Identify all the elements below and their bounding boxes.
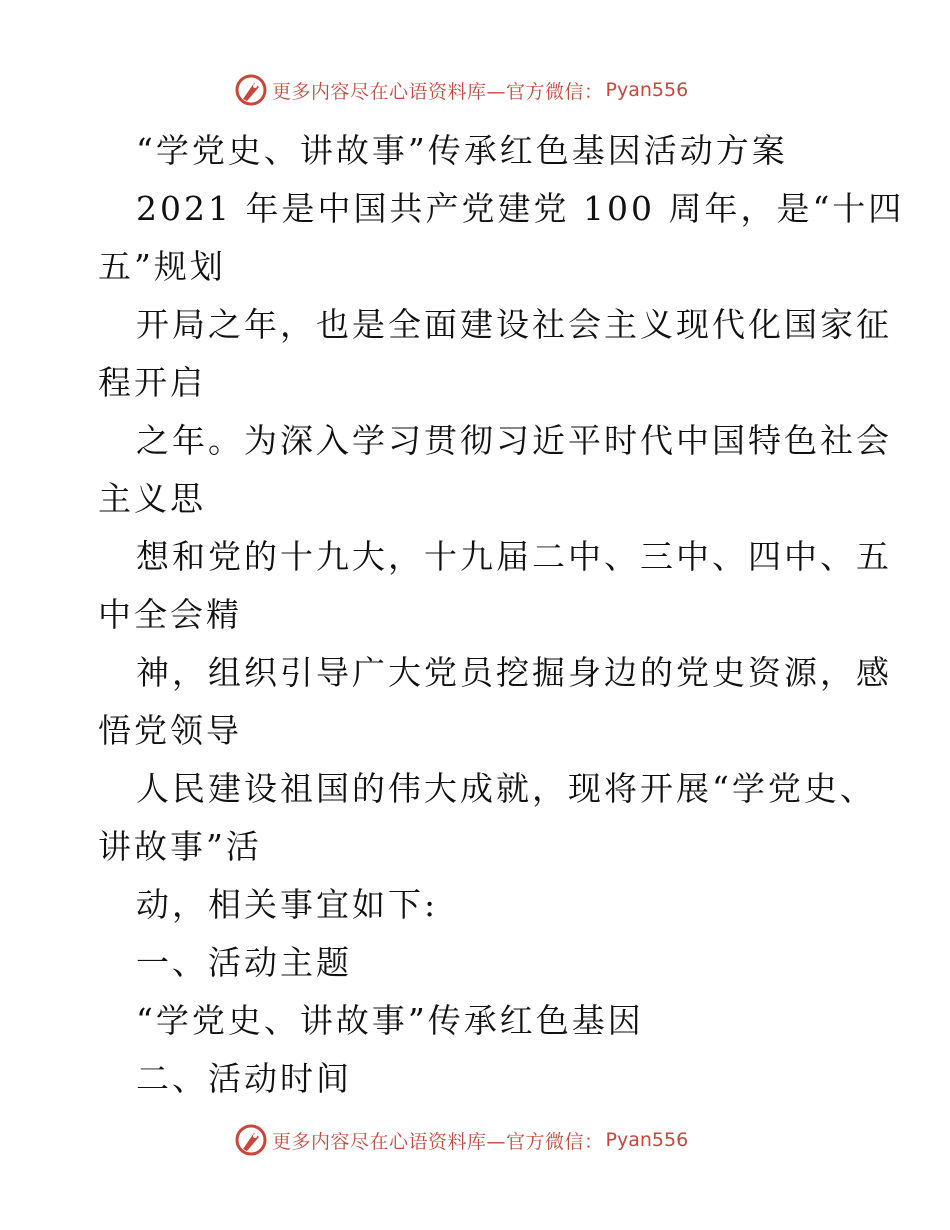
paragraph-line: 2021 年是中国共产党建党 100 周年，是“十四	[136, 189, 905, 228]
header-banner-text: 更多内容尽在心语资料库—官方微信：	[272, 80, 604, 103]
paragraph-line: 开局之年，也是全面建设社会主义现代化国家征	[136, 305, 892, 344]
section-heading: 一、活动主题	[136, 943, 352, 982]
pen-nib-icon	[234, 73, 268, 107]
paragraph-line: 神，组织引导广大党员挖掘身边的党史资源，感	[136, 653, 892, 692]
footer-banner-text: 更多内容尽在心语资料库—官方微信：	[272, 1130, 604, 1153]
paragraph-line: 之年。为深入学习贯彻习近平时代中国特色社会	[136, 421, 892, 460]
paragraph-line: 中全会精	[98, 595, 242, 634]
section-content: “学党史、讲故事”传承红色基因	[136, 1001, 644, 1040]
pen-nib-icon	[234, 1123, 268, 1157]
paragraph-line: 五”规划	[98, 247, 226, 286]
footer-banner	[234, 1122, 688, 1158]
paragraph-line: 讲故事”活	[98, 827, 262, 866]
paragraph-line: 程开启	[98, 363, 206, 402]
paragraph-line: 想和党的十九大，十九届二中、三中、四中、五	[136, 537, 892, 576]
document-body	[98, 122, 905, 1108]
header-banner-handle: Pyan556	[605, 79, 689, 101]
paragraph-line: 人民建设祖国的伟大成就，现将开展“学党史、	[136, 769, 876, 808]
section-heading: 二、活动时间	[136, 1059, 352, 1098]
paragraph-line: 主义思	[98, 479, 206, 518]
document-title: “学党史、讲故事”传承红色基因活动方案	[136, 131, 788, 170]
footer-banner-handle: Pyan556	[605, 1129, 689, 1151]
header-banner	[234, 72, 688, 108]
paragraph-line: 动，相关事宜如下:	[136, 885, 439, 924]
paragraph-line: 悟党领导	[98, 711, 242, 750]
